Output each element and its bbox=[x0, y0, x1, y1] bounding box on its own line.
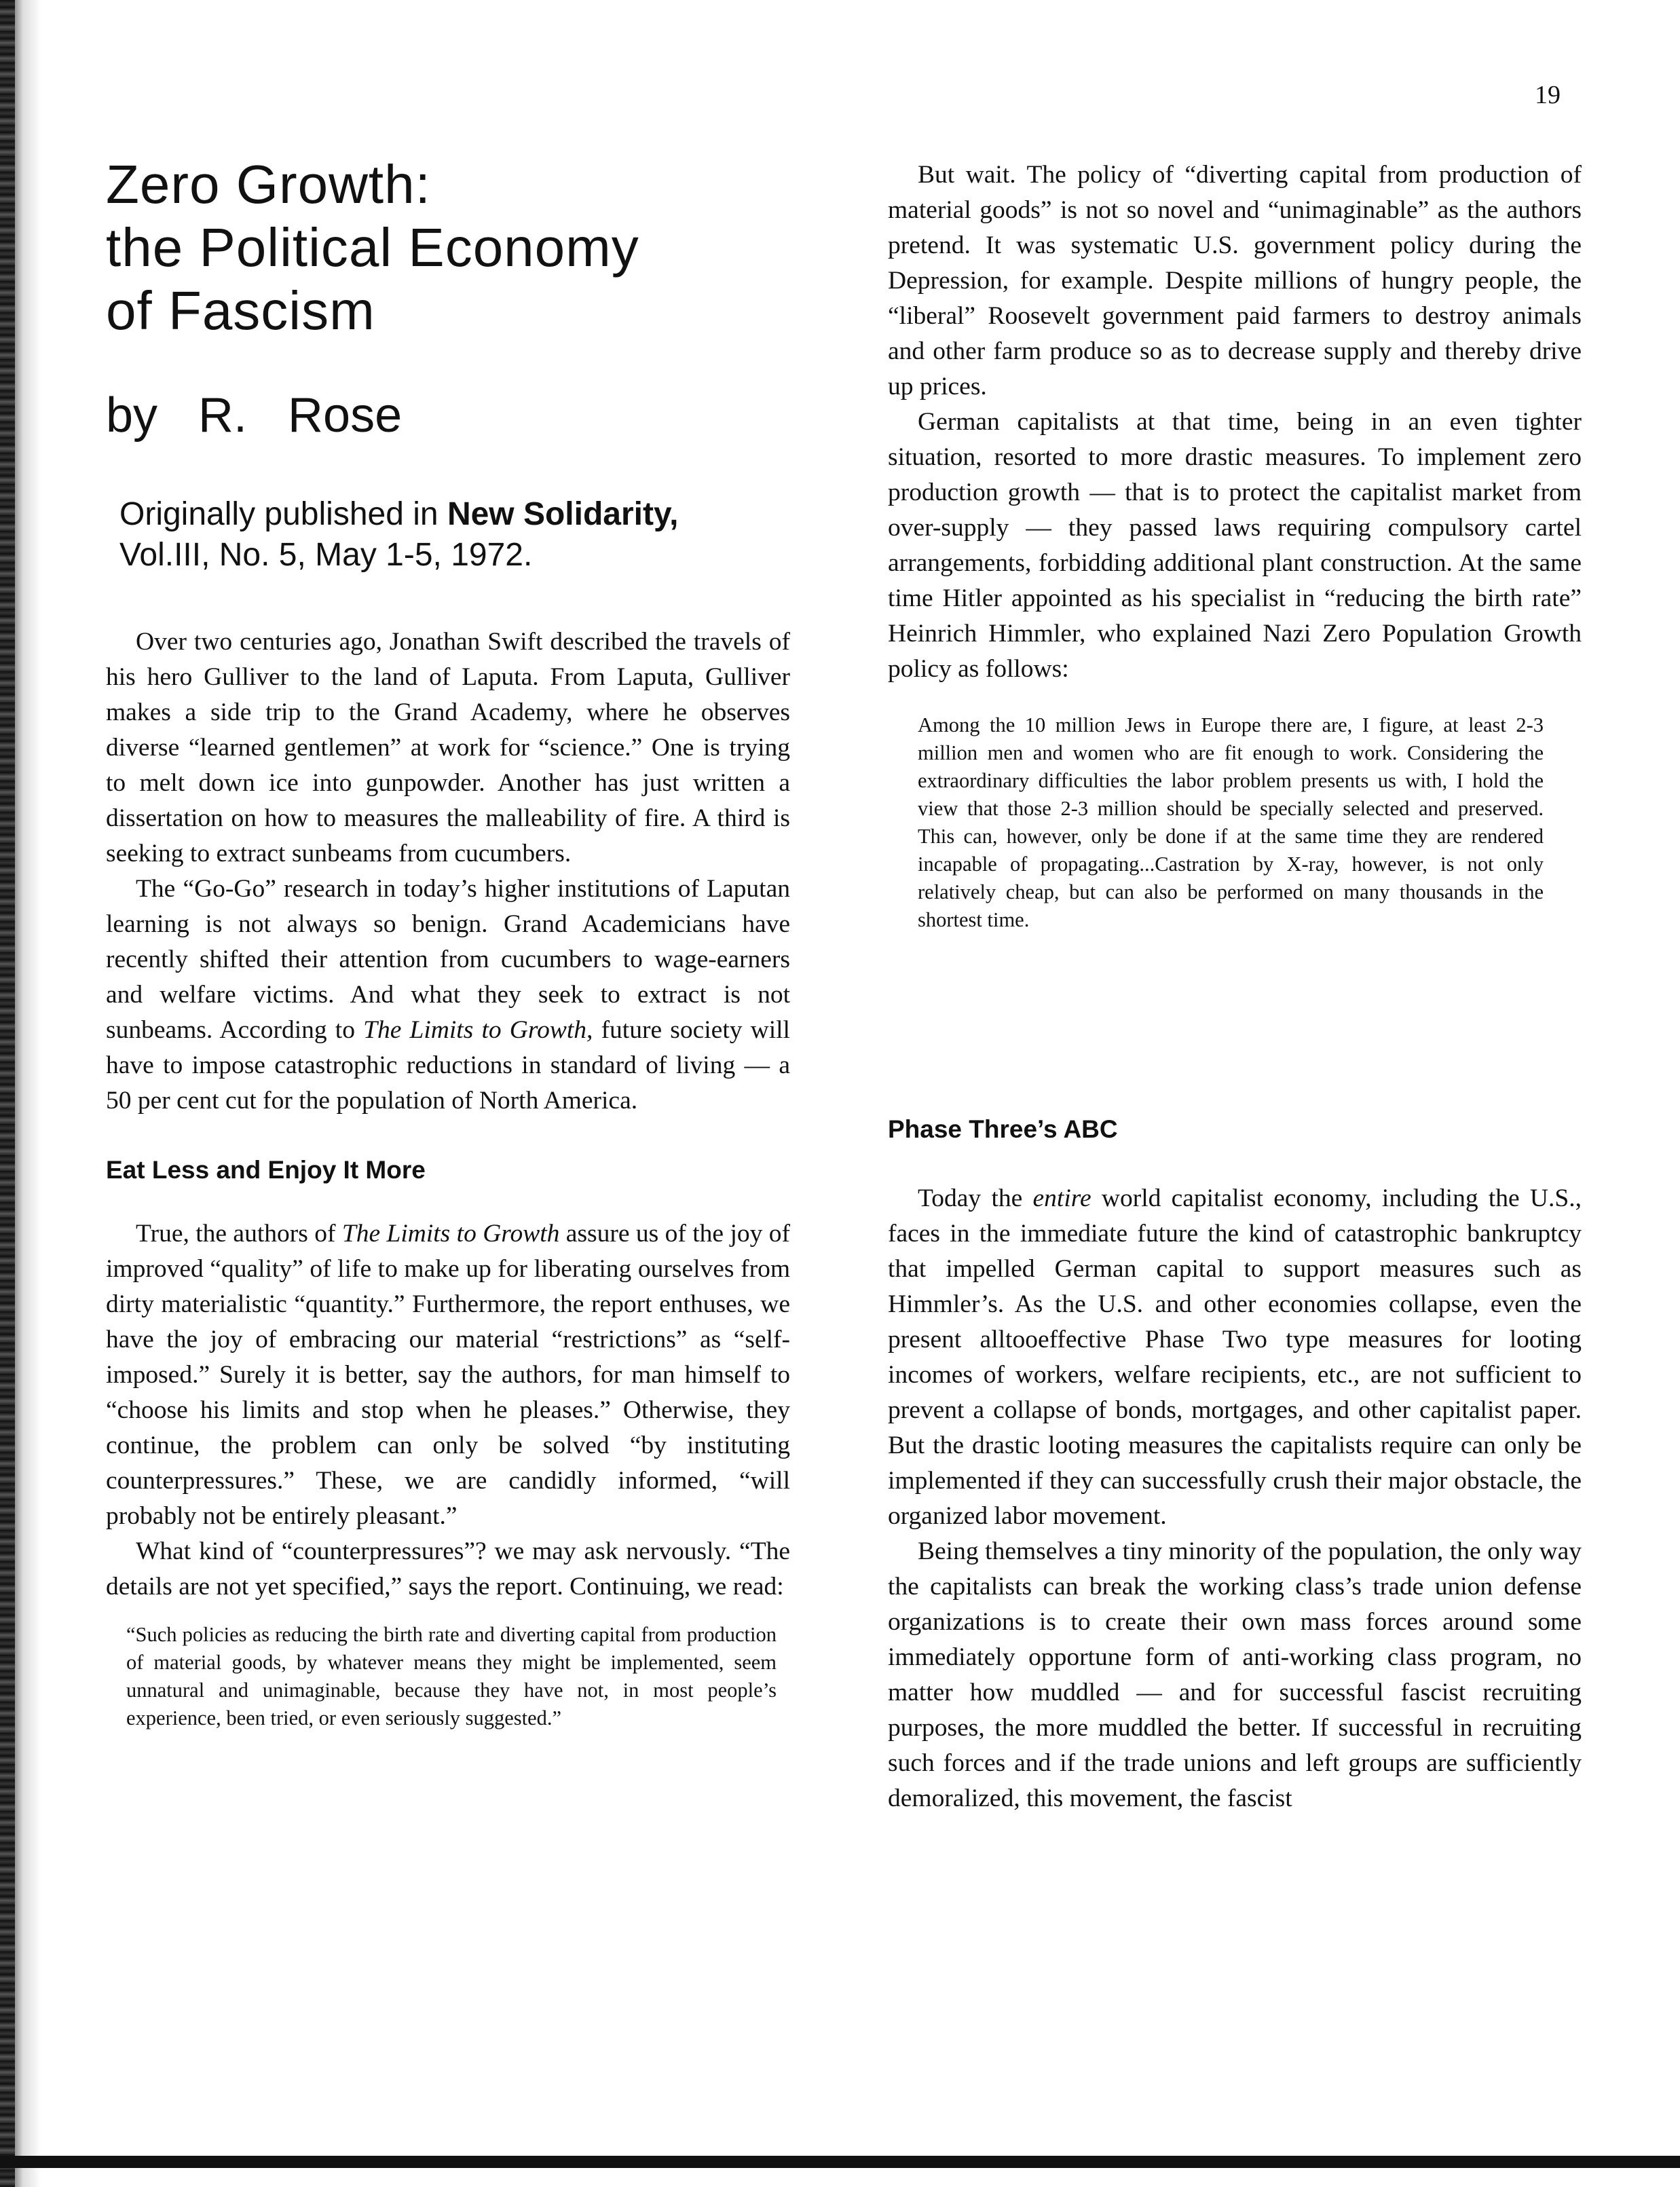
left-column bbox=[106, 153, 790, 1732]
section-heading-phase-three: Phase Three’s ABC bbox=[888, 1115, 1118, 1143]
publication-name: New Solidarity, bbox=[447, 496, 679, 532]
publication-details: Vol.III, No. 5, May 1-5, 1972. bbox=[119, 537, 533, 573]
bottom-rule bbox=[0, 2156, 1680, 2168]
paragraph-but-wait: But wait. The policy of “diverting capital from production of material goods” is not so novel and “unimaginable” as the authors pretend. It was systematic U.S. government policy during the Depression, for example. Despite millions of hungry people, the “liberal” Roosevelt government paid farmers to destroy animals and other farm produce so as to decrease supply and thereby drive up prices. bbox=[888, 161, 1582, 400]
emphasis-entire: entire bbox=[1032, 1184, 1091, 1212]
book-title: The Limits to Growth bbox=[341, 1220, 560, 1248]
article-title bbox=[106, 153, 790, 342]
paragraph-true-authors bbox=[106, 1216, 790, 1534]
paragraph-german-capitalists: German capitalists at that time, being in an even tighter situation, resorted to more drastic measures. To implement zero production growth — that is to protect the capitalist market from over-supply — they passed laws requiring compulsory cartel arrangements, forbidding additional plant construction. At the same time Hitler appointed as his specialist in “reducing the birth rate” Heinrich Himmler, who explained Nazi Zero Population Growth policy as follows: bbox=[888, 408, 1582, 683]
paragraph-true-authors-start: True, the authors of bbox=[136, 1220, 342, 1248]
publication-prefix: Originally published in bbox=[119, 496, 447, 532]
paragraph-today-end: world capitalist economy, including the U.S., faces in the immediate future the kind of catastrophic bankruptcy that impelled German capital to support measures such as Himmler’s. As the U.S. and other economies collapse, even the present alltooeffective Phase Two type measures for looting incomes of workers, welfare recipients, etc., are not sufficient to prevent a collapse of bonds, mortgages, and other capitalist paper. But the drastic looting measures the capitalists require can only be implemented if they can successfully crush their major obstacle, the organized labor movement. bbox=[888, 1184, 1582, 1530]
paragraph-counterpressures: What kind of “counterpressures”? we may ask nervously. “The details are not yet specified,” says the report. Continuing, we read: bbox=[106, 1537, 790, 1601]
title-line-2: the Political Economy bbox=[106, 217, 639, 278]
paragraph-go-go-end: future society will have to impose catastrophic reductions in standard of living — a 50 per cent cut for the population of North America. bbox=[106, 1016, 790, 1115]
paragraph-true-authors-end: assure us of the joy of improved “quality” of life to make up for liberating ourselves from dirty materialistic “quantity.” Furthermore, the report enthuses, we have the joy of embracing our material “restrictions” as “self-imposed.” Surely it is better, say the authors, for man himself to “choose his limits and stop when he pleases.” Otherwise, they continue, the problem can only be solved “by instituting counterpressures.” These, we are candidly informed, “will probably not be entirely pleasant.” bbox=[106, 1220, 791, 1530]
binding-band bbox=[0, 0, 15, 2187]
paragraph-go-go-start: The “Go-Go” research in today’s higher institutions of Laputan learning is not always so benign. Grand Academicians have recently shifted their attention from cucumbers to wage-earners and welfare victims. And what they seek to extract is not sunbeams. According to bbox=[106, 875, 790, 1044]
left-body bbox=[106, 624, 790, 1732]
book-title: The Limits to Growth, bbox=[363, 1016, 593, 1044]
paragraph-swift: Over two centuries ago, Jonathan Swift described the travels of his hero Gulliver to the land of Laputa. From Laputa, Gulliver makes a side trip to the Grand Academy, where he observes diverse “learned gentlemen” at work for “science.” One is trying to melt down ice into gunpowder. Another has just written a dissertation on how to measures the malleability of fire. A third is seeking to extract sunbeams from cucumbers. bbox=[106, 628, 790, 867]
block-quote-himmler: Among the 10 million Jews in Europe there are, I figure, at least 2-3 million men and women who are fit enough to work. Considering the extraordinary difficulties the labor problem presents us with, I hold the view that those 2-3 million should be specially selected and preserved. This can, however, only be done if at the same time they are rendered incapable of propagating...Castration by X-ray, however, is not only relatively cheap, but can also be performed on many thousands in the shortest time. bbox=[918, 713, 1544, 931]
paragraph-go-go bbox=[106, 872, 790, 1119]
paragraph-being-themselves: Being themselves a tiny minority of the population, the only way the capitalists can break the working class’s trade union defense organizations is to create their own mass forces around some immediately opportune form of anti-working class program, no matter how muddled — and for successful fascist recruiting purposes, the more muddled the better. If successful in recruiting such forces and if the trade unions and left groups are sufficiently demoralized, this movement, the fascist bbox=[888, 1537, 1582, 1812]
binding-edge bbox=[0, 0, 41, 2187]
title-line-3: of Fascism bbox=[106, 280, 375, 341]
byline: by R. Rose bbox=[106, 388, 403, 443]
paragraph-today-start: Today the bbox=[918, 1184, 1033, 1212]
page-number: 19 bbox=[1535, 81, 1561, 109]
title-line-1: Zero Growth: bbox=[106, 154, 431, 214]
paragraph-today bbox=[888, 1181, 1582, 1534]
right-column bbox=[888, 157, 1582, 1816]
publication-note bbox=[119, 494, 798, 576]
block-quote-limits: “Such policies as reducing the birth rate and diverting capital from production of material goods, by whatever means they might be implemented, seem unnatural and unimaginable, because they have not, in most people’s experience, been tried, or even seriously suggested.” bbox=[126, 1623, 777, 1730]
section-heading-eat-less: Eat Less and Enjoy It More bbox=[106, 1156, 426, 1184]
